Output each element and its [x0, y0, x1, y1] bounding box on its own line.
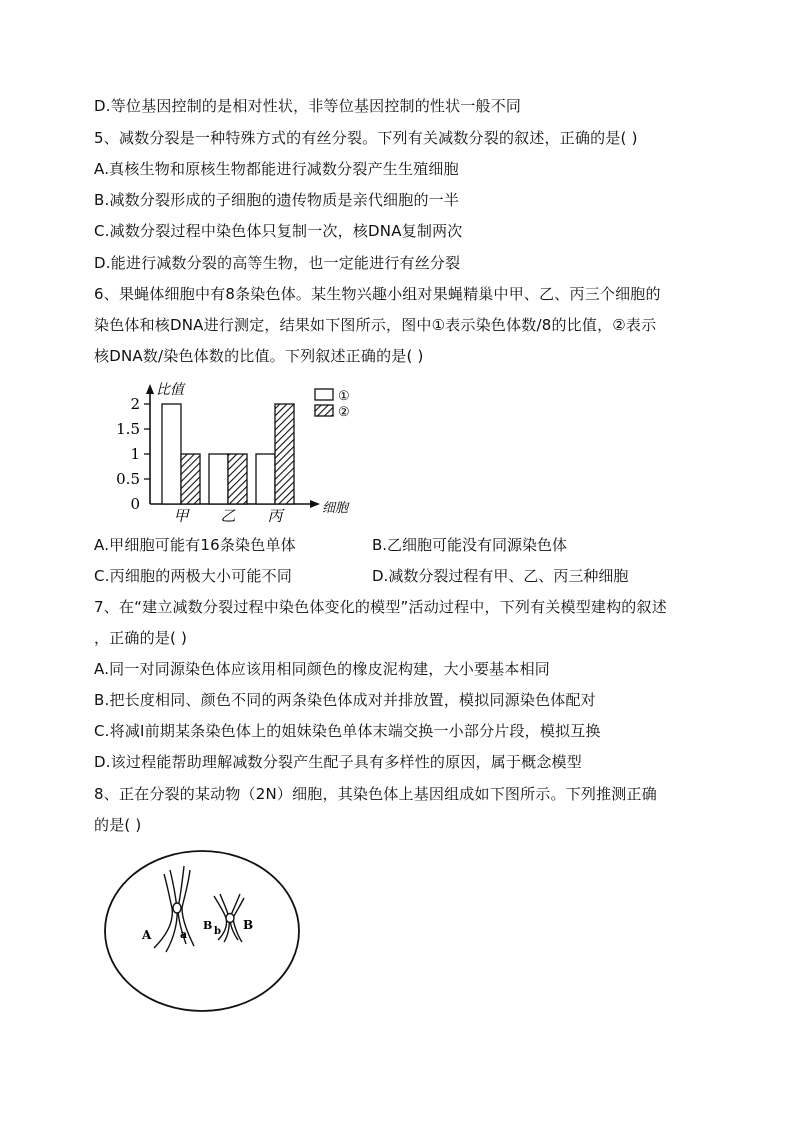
q8-stem-line1: 8、正在分裂的某动物（2N）细胞，其染色体上基因组成如下图所示。下列推测正确	[94, 785, 657, 803]
gene-label-A: A	[142, 928, 152, 942]
q6-stem-line2: 染色体和核DNA进行测定，结果如下图所示，图中①表示染色体数/8的比值，②表示	[94, 316, 657, 334]
q5-option-d: D.能进行减数分裂的高等生物，也一定能进行有丝分裂	[94, 254, 461, 272]
legend-swatch-2	[315, 405, 333, 416]
y-tick-label: 2	[130, 395, 140, 413]
bar-2-丙	[275, 404, 294, 504]
q8-cell-diagram	[102, 848, 302, 1014]
q8-stem-line2: 的是( )	[94, 816, 142, 834]
x-category-label: 丙	[267, 507, 283, 524]
q6-option-c: C.丙细胞的两极大小可能不同	[94, 567, 293, 585]
y-tick-label: 0.5	[116, 470, 140, 488]
x-category-label: 甲	[173, 507, 189, 524]
bar-2-乙	[228, 454, 247, 504]
q6-option-a: A.甲细胞可能有16条染色单体	[94, 536, 296, 554]
q7-option-b: B.把长度相同、颜色不同的两条染色体成对并排放置，模拟同源染色体配对	[94, 691, 596, 709]
q7-option-d: D.该过程能帮助理解减数分裂产生配子具有多样性的原因，属于概念模型	[94, 753, 582, 771]
q7-stem-line2: ，正确的是( )	[94, 629, 188, 647]
q6-bar-chart	[100, 378, 360, 524]
bar-2-甲	[181, 454, 200, 504]
q5-stem: 5、减数分裂是一种特殊方式的有丝分裂。下列有关减数分裂的叙述，正确的是( )	[94, 129, 638, 147]
x-axis-label: 细胞	[322, 501, 349, 516]
x-axis-arrow	[310, 500, 320, 508]
q7-option-c: C.将减Ⅰ前期某条染色体上的姐妹染色单体末端交换一小部分片段，模拟互换	[94, 722, 601, 740]
legend-label-2: ②	[338, 405, 350, 420]
q6-option-d: D.减数分裂过程有甲、乙、丙三种细胞	[372, 567, 629, 585]
legend-swatch-1	[315, 389, 333, 400]
q6-stem-line3: 核DNA数/染色体数的比值。下列叙述正确的是( )	[94, 347, 424, 365]
cell-membrane	[105, 851, 299, 1011]
q5-option-b: B.减数分裂形成的子细胞的遗传物质是亲代细胞的一半	[94, 191, 460, 209]
bar-1-乙	[209, 454, 228, 504]
gene-label-B-right: B	[243, 918, 254, 932]
q5-option-a: A.真核生物和原核生物都能进行减数分裂产生生殖细胞	[94, 160, 459, 178]
legend-label-1: ①	[338, 389, 350, 404]
q6-option-b: B.乙细胞可能没有同源染色体	[372, 536, 568, 554]
gene-label-b: b	[214, 926, 221, 937]
y-tick-label: 0	[130, 495, 140, 513]
x-category-label: 乙	[220, 507, 236, 524]
q7-stem-line1: 7、在“建立减数分裂过程中染色体变化的模型”活动过程中，下列有关模型建构的叙述	[94, 598, 667, 616]
y-tick-label: 1	[130, 445, 140, 463]
y-axis-label: 比值	[156, 382, 184, 398]
y-axis-arrow	[146, 384, 154, 394]
bar-1-丙	[256, 454, 275, 504]
q6-stem-line1: 6、果蝇体细胞中有8条染色体。某生物兴趣小组对果蝇精巢中甲、乙、丙三个细胞的	[94, 285, 661, 303]
q5-option-c: C.减数分裂过程中染色体只复制一次，核DNA复制两次	[94, 222, 463, 240]
bar-1-甲	[162, 404, 181, 504]
gene-label-a: a	[180, 928, 188, 941]
q4-option-d: D.等位基因控制的是相对性状，非等位基因控制的性状一般不同	[94, 97, 522, 115]
gene-label-B-left: B	[203, 919, 213, 932]
q7-option-a: A.同一对同源染色体应该用相同颜色的橡皮泥构建，大小要基本相同	[94, 660, 550, 678]
y-tick-label: 1.5	[116, 420, 140, 438]
